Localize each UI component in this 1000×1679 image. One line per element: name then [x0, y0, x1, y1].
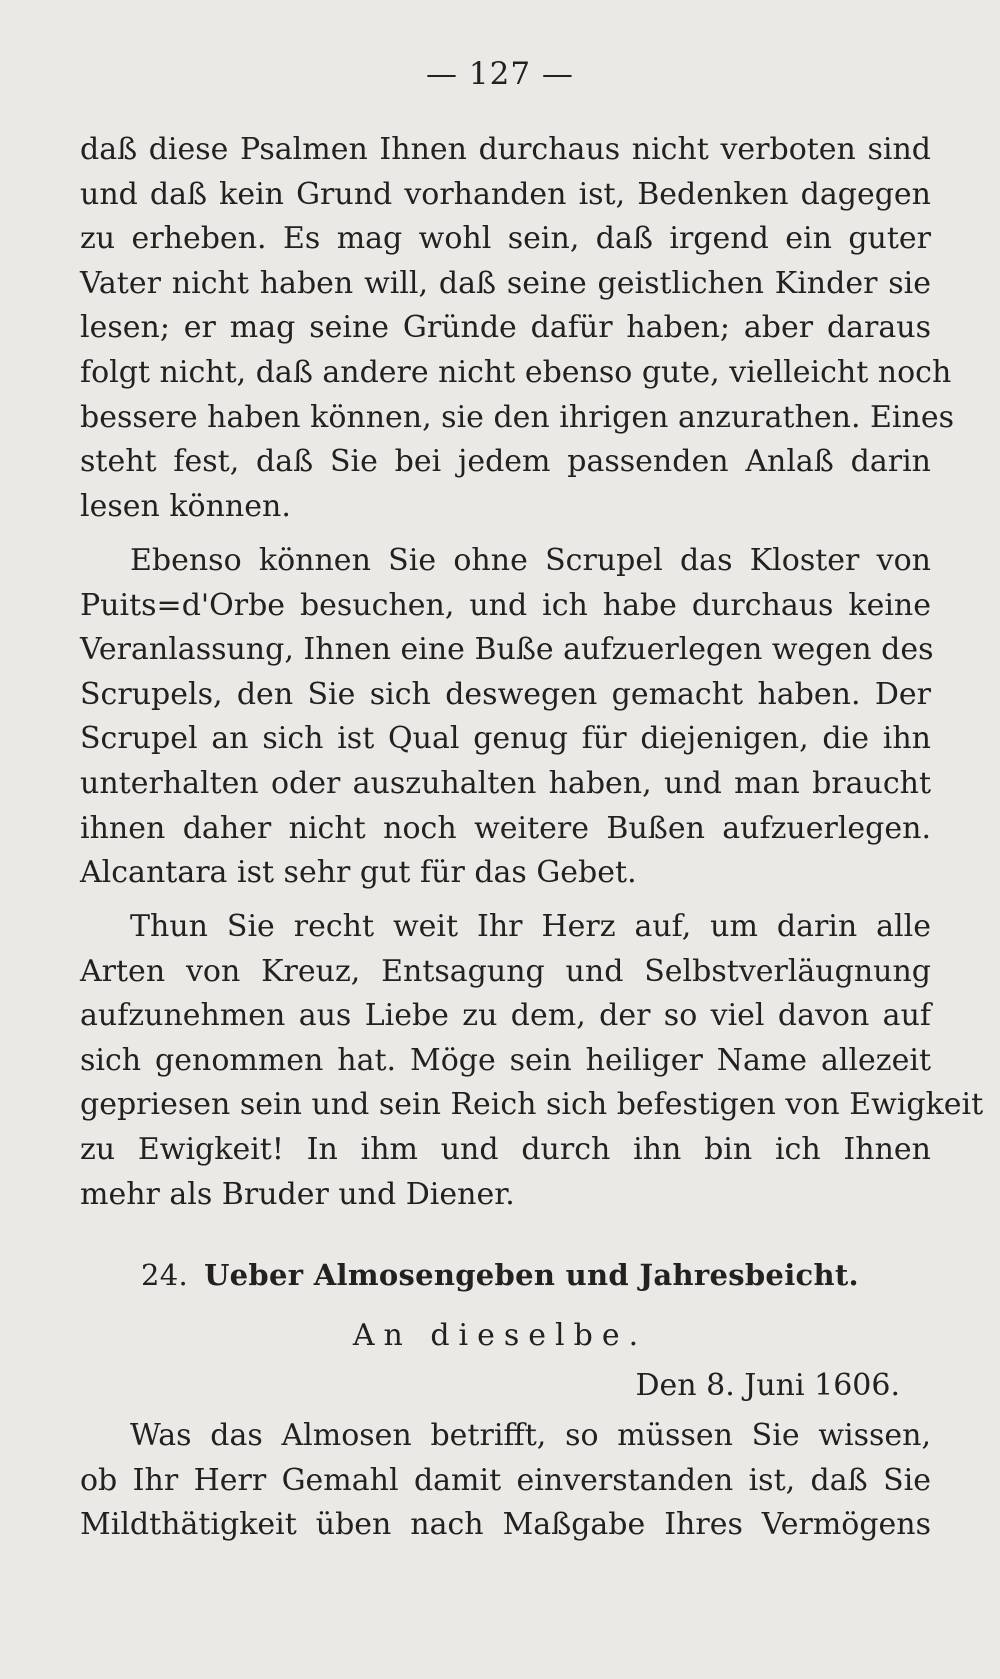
- text-line: gepriesen sein und sein Reich sich befestigen von Ewigkeit: [80, 1087, 984, 1123]
- paragraph-3: [80, 905, 984, 1217]
- text-line: steht fest, daß Sie bei jedem passenden Anlaß darin: [80, 444, 931, 480]
- text-line: Arten von Kreuz, Entsagung und Selbstverläugnung: [80, 953, 931, 989]
- text-line: Alcantara ist sehr gut für das Gebet.: [80, 855, 637, 891]
- text-line: Mildthätigkeit üben nach Maßgabe Ihres Vermögens: [80, 1507, 931, 1543]
- text-line: ihnen daher nicht noch weitere Bußen aufzuerlegen.: [80, 810, 931, 846]
- text-line: Scrupels, den Sie sich deswegen gemacht haben. Der: [80, 676, 931, 712]
- text-line: sich genommen hat. Möge sein heiliger Name allezeit: [80, 1042, 931, 1078]
- section-number: 24.: [141, 1258, 189, 1292]
- text-line: Thun Sie recht weit Ihr Herz auf, um darin alle: [130, 909, 931, 944]
- section-heading: [0, 1258, 1000, 1292]
- text-line: Veranlassung, Ihnen eine Buße aufzuerlegen wegen des: [80, 632, 934, 668]
- letter-date: Den 8. Juni 1606.: [635, 1368, 900, 1403]
- text-line: daß diese Psalmen Ihnen durchaus nicht verboten sind: [80, 132, 931, 167]
- text-line: unterhalten oder auszuhalten haben, und man braucht: [80, 765, 931, 801]
- text-line: Puits=d'Orbe besuchen, und ich habe durchaus keine: [80, 587, 931, 623]
- text-line: Was das Almosen betrifft, so müssen Sie wissen,: [130, 1418, 931, 1453]
- paragraph-1: [80, 128, 954, 529]
- text-line: mehr als Bruder und Diener.: [80, 1176, 515, 1212]
- page-number: — 127 —: [426, 56, 574, 92]
- text-line: und daß kein Grund vorhanden ist, Bedenken dagegen: [80, 176, 931, 212]
- text-line: zu Ewigkeit! In ihm und durch ihn bin ich Ihnen: [80, 1131, 931, 1167]
- text-line: ob Ihr Herr Gemahl damit einverstanden ist, daß Sie: [80, 1462, 931, 1498]
- text-line: aufzunehmen aus Liebe zu dem, der so viel davon auf: [80, 998, 931, 1034]
- recipient-line: An dieselbe.: [352, 1318, 648, 1353]
- text-line: bessere haben können, sie den ihrigen anzurathen. Eines: [80, 399, 954, 435]
- text-line: Vater nicht haben will, daß seine geistlichen Kinder sie: [80, 265, 931, 301]
- text-line: lesen; er mag seine Gründe dafür haben; aber daraus: [80, 310, 931, 346]
- paragraph-2: [80, 539, 934, 896]
- text-line: zu erheben. Es mag wohl sein, daß irgend ein guter: [80, 221, 931, 257]
- text-line: Ebenso können Sie ohne Scrupel das Kloster von: [130, 543, 931, 578]
- text-line: lesen können.: [80, 488, 291, 524]
- section-title: Ueber Almosengeben und Jahresbeicht.: [204, 1258, 859, 1292]
- text-line: folgt nicht, daß andere nicht ebenso gute, vielleicht noch: [80, 354, 952, 390]
- text-line: Scrupel an sich ist Qual genug für diejenigen, die ihn: [80, 721, 931, 757]
- letter-paragraph: [80, 1414, 931, 1548]
